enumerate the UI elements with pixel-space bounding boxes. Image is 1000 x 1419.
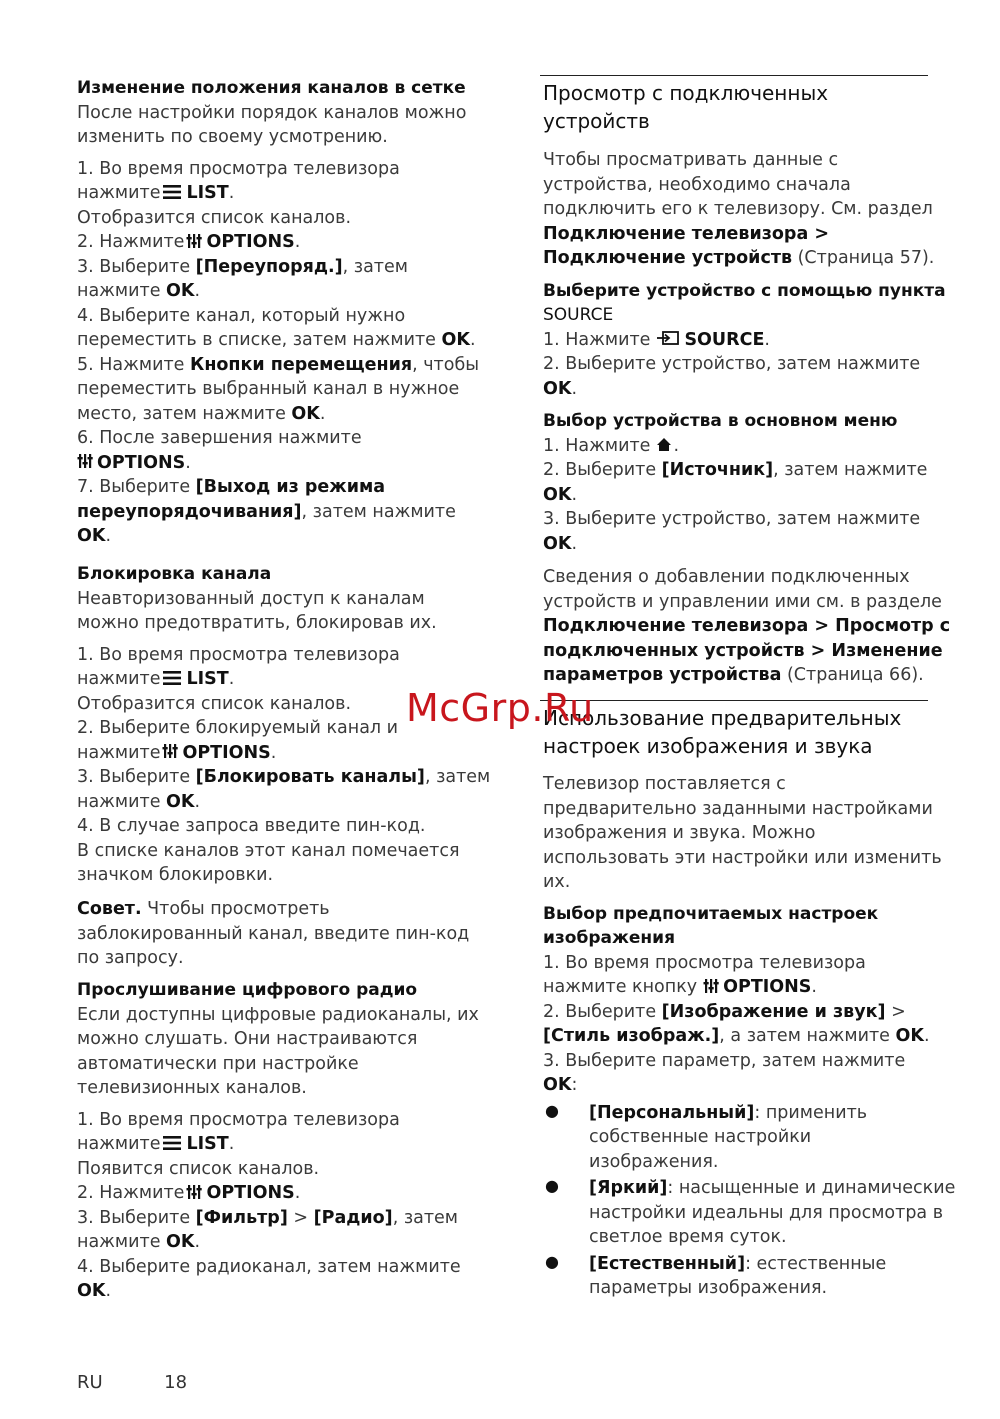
subheading: Выбор устройства в основном меню [543, 411, 898, 431]
step-line: переупорядочивания], затем нажмите [77, 501, 456, 522]
step-line: 6. После завершения нажмите [77, 428, 362, 448]
subheading: Выберите устройство с помощью пункта [543, 280, 946, 301]
step-line: 1. Во время просмотра телевизора [77, 644, 400, 665]
paragraph-line: автоматически при настройке [77, 1053, 359, 1074]
paragraph-line: изображения и звука. Можно [543, 823, 816, 843]
step-line: OK. [543, 378, 578, 399]
subheading: изображения [543, 928, 675, 948]
tip [77, 897, 477, 971]
step-line: OK. [77, 526, 112, 546]
step-line: 4. Выберите канал, который нужно [77, 305, 406, 326]
step-line: 2. Выберите [Изображение и звук] > [543, 1001, 906, 1022]
step-line: место, затем нажмите OK. [77, 403, 326, 424]
step-line: нажмите LIST. [77, 183, 235, 203]
subheading: Выбор предпочитаемых настроек [543, 903, 879, 924]
section-connected-devices [543, 79, 951, 688]
paragraph-line: можно слушать. Они настраиваются [77, 1029, 418, 1049]
home-icon [656, 437, 672, 452]
step-line: Отобразится список каналов. [77, 693, 352, 714]
step-line: OK. [543, 484, 578, 505]
tip-line: по запросу. [77, 948, 184, 968]
step-line: 4. Выберите радиоканал, затем нажмите [77, 1256, 461, 1277]
step-line: 3. Выберите [Переупоряд.], затем [77, 256, 408, 277]
paragraph-line: Сведения о добавлении подключенных [543, 567, 910, 587]
step-line: значком блокировки. [77, 865, 274, 885]
page-number: 18 [164, 1372, 188, 1393]
list-icon [162, 1135, 182, 1151]
step-line: переместить в списке, затем нажмите OK. [77, 330, 476, 350]
step-line: 2. Выберите устройство, затем нажмите [543, 354, 921, 374]
step-line: В списке каналов этот канал помечается [77, 840, 460, 861]
paragraph-line: можно предотвратить, блокировав их. [77, 613, 437, 633]
step-line: 2. Нажмите OPTIONS. [77, 1183, 301, 1203]
bullet-item: ● [Яркий]: насыщенные и динамические настройки идеальны для просмотра в светлое время суток. [545, 1176, 956, 1247]
options-icon [186, 233, 202, 249]
section-divider [540, 75, 928, 76]
bullet-dot: ● [545, 1100, 559, 1120]
section-presets [543, 704, 956, 1301]
source-icon [656, 330, 680, 346]
paragraph-line: Подключение устройств (Страница 57). [543, 248, 935, 268]
page-footer [77, 1372, 187, 1393]
paragraph-line: Если доступны цифровые радиоканалы, их [77, 1004, 479, 1025]
section-title: настроек изображения и звука [543, 734, 873, 758]
paragraph-line: предварительно заданными настройками [543, 798, 933, 819]
options-icon [186, 1184, 202, 1200]
paragraph-line: Подключение телевизора > Просмотр с [543, 616, 951, 636]
step-line: 3. Выберите [Блокировать каналы], затем [77, 767, 491, 787]
section-title: Использование предварительных [543, 706, 902, 730]
step-line: 3. Выберите параметр, затем нажмите [543, 1050, 906, 1071]
paragraph-line: Неавторизованный доступ к каналам [77, 588, 425, 609]
step-line: 4. В случае запроса введите пин-код. [77, 816, 426, 836]
bullet-item: ● [Персональный]: применить собственные настройки изображения. [545, 1100, 868, 1172]
bullet-item: ● [Естественный]: естественные параметры изображения. [545, 1251, 887, 1298]
bullet-dot: ● [545, 1251, 559, 1271]
paragraph-line: параметров устройства (Страница 66). [543, 665, 924, 685]
section-heading: Прослушивание цифрового радио [77, 980, 418, 1000]
step-line: нажмите OK. [77, 1232, 201, 1252]
tip-line: Совет. Чтобы просмотреть [77, 899, 330, 919]
paragraph-line: После настройки порядок каналов можно [77, 102, 467, 123]
step-line: 7. Выберите [Выход из режима [77, 477, 386, 497]
paragraph-line: подключенных устройств > Изменение [543, 640, 943, 661]
step-line: 2. Выберите блокируемый канал и [77, 718, 399, 738]
subheading: SOURCE [543, 305, 614, 325]
step-line: 3. Выберите устройство, затем нажмите [543, 509, 921, 529]
section-divider [540, 700, 928, 701]
paragraph-line: Телевизор поставляется с [543, 774, 786, 794]
step-line: 1. Нажмите SOURCE. [543, 329, 770, 350]
section-heading: Изменение положения каналов в сетке [77, 78, 466, 98]
paragraph-line: устройства, необходимо сначала [543, 174, 851, 195]
bullet-dot: ● [545, 1176, 559, 1195]
list-icon [162, 184, 182, 200]
section-title: устройств [543, 109, 650, 133]
section-title: Просмотр с подключенных [543, 81, 829, 105]
step-line: нажмите OK. [77, 791, 201, 812]
paragraph-line: их. [543, 872, 571, 892]
step-line: OK. [77, 1281, 112, 1301]
options-icon [162, 743, 178, 759]
step-line: нажмите OPTIONS. [77, 742, 277, 763]
step-line: 1. Во время просмотра телевизора [77, 158, 400, 179]
options-icon [77, 453, 93, 469]
step-line: 5. Нажмите Кнопки перемещения, чтобы [77, 354, 480, 375]
section-heading: Блокировка канала [77, 564, 272, 584]
step-line: Появится список каналов. [77, 1158, 320, 1179]
paragraph-line: Чтобы просматривать данные с [543, 150, 839, 170]
step-line: 2. Нажмите OPTIONS. [77, 232, 301, 252]
step-line: 2. Выберите [Источник], затем нажмите [543, 460, 928, 480]
options-icon [703, 978, 719, 994]
paragraph-line: Подключение телевизора > [543, 223, 830, 244]
step-line: нажмите LIST. [77, 1134, 235, 1154]
watermark: McGrp.Ru [406, 686, 594, 730]
paragraph-line: использовать эти настройки или изменить [543, 847, 942, 868]
step-line: OPTIONS. [77, 451, 477, 476]
paragraph-line: телевизионных каналов. [77, 1078, 307, 1098]
step-line: 3. Выберите [Фильтр] > [Радио], затем [77, 1207, 459, 1228]
step-line: OK: [543, 1075, 578, 1095]
step-line: [Стиль изображ.], а затем нажмите OK. [543, 1026, 930, 1046]
section-digital-radio [77, 978, 477, 1304]
step-line: 1. Нажмите . [543, 435, 680, 456]
step-line: Отобразится список каналов. [77, 207, 352, 228]
step-line: 1. Во время просмотра телевизора [77, 1109, 400, 1130]
step-line: OK. [543, 533, 578, 554]
section-reorder [77, 76, 480, 549]
step-line: нажмите LIST. [77, 669, 235, 689]
step-line: нажмите OK. [77, 281, 201, 301]
tip-line: заблокированный канал, введите пин-код [77, 923, 470, 944]
paragraph-line: изменить по своему усмотрению. [77, 127, 388, 147]
step-line: 1. Во время просмотра телевизора [543, 952, 866, 973]
list-icon [162, 670, 182, 686]
step-line: переместить выбранный канал в нужное [77, 379, 460, 399]
step-line: нажмите кнопку OPTIONS. [543, 977, 817, 997]
paragraph-line: устройств и управлении ими см. в разделе [543, 591, 942, 612]
language-label: RU [77, 1372, 103, 1393]
paragraph-line: подключить его к телевизору. См. раздел [543, 199, 933, 219]
